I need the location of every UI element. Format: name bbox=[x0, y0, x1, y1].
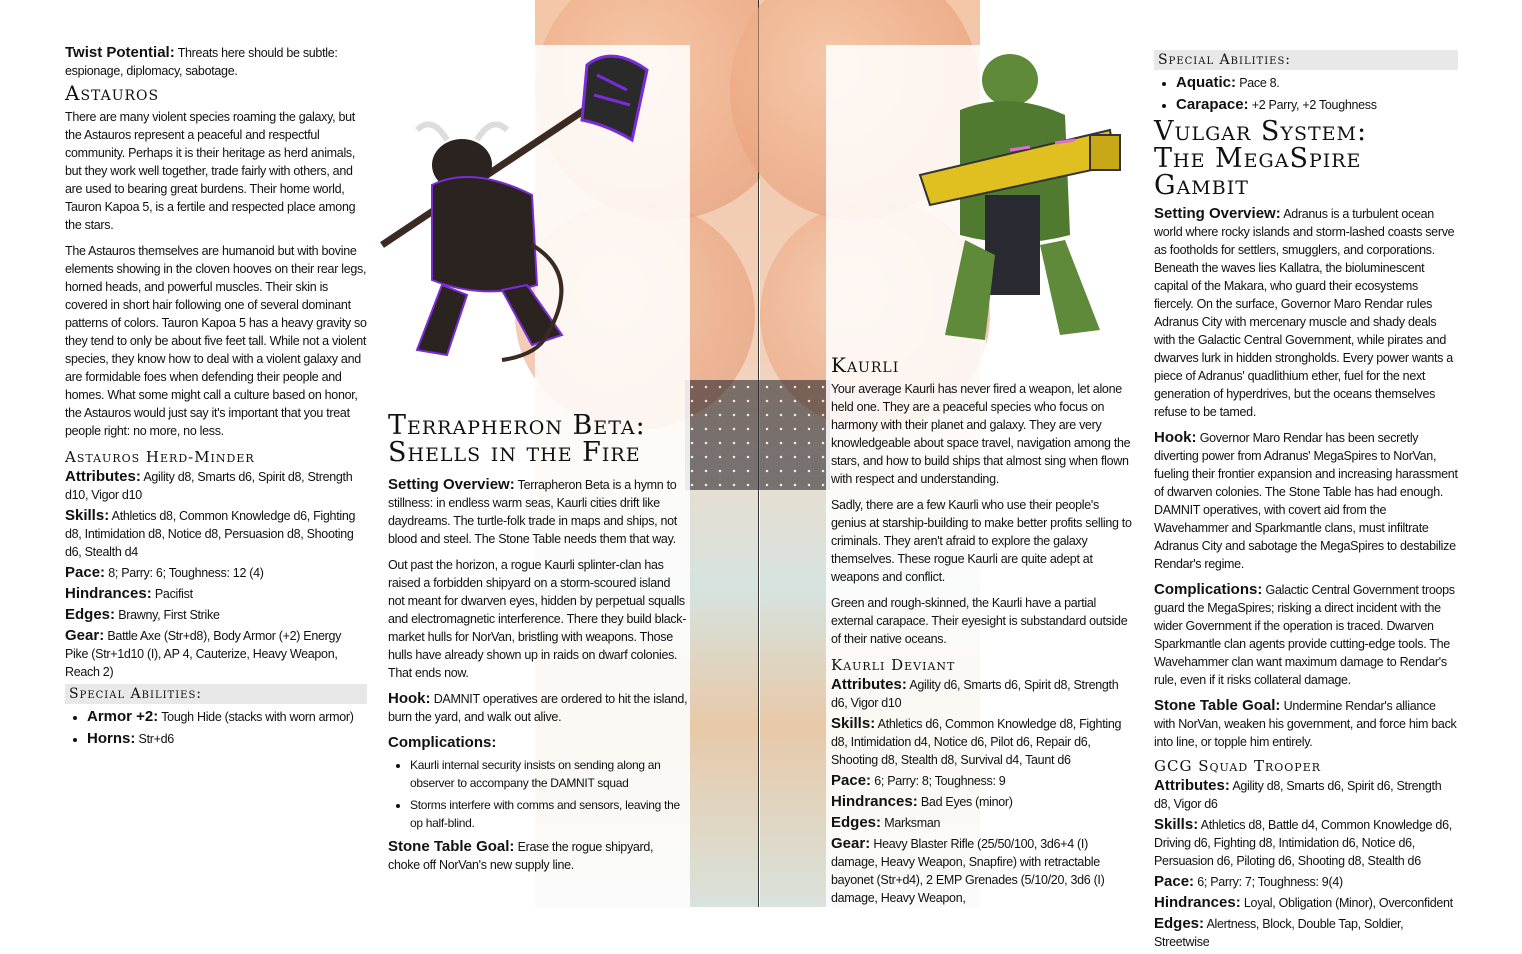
complications-label: Complications: bbox=[1154, 581, 1263, 598]
hindrances-label: Hindrances: bbox=[1154, 894, 1241, 911]
kaurli-heading: Kaurli bbox=[831, 353, 900, 377]
attributes-value: Agility d6, Smarts d6, Spirit d8, Strength d6, Vigor d10 bbox=[831, 678, 1119, 710]
ability-item bbox=[1176, 96, 1458, 114]
kaurli-paragraph: Green and rough-skinned, the Kaurli have a partial external carapace. Their eyesight is substandard outside of their native oceans. bbox=[831, 596, 1128, 646]
stat-hindrances bbox=[65, 585, 367, 603]
kaurli-deviant-heading: Kaurli Deviant bbox=[831, 656, 956, 674]
overview-label: Setting Overview: bbox=[388, 476, 515, 493]
pace-value: 8; Parry: 6; Toughness: 12 (4) bbox=[108, 566, 264, 580]
gear-label: Gear: bbox=[65, 627, 105, 644]
right-page bbox=[760, 0, 1522, 949]
stat-hindrances bbox=[1154, 894, 1458, 912]
overview-label: Setting Overview: bbox=[1154, 205, 1281, 222]
skills-label: Skills: bbox=[831, 715, 876, 732]
hook-label: Hook: bbox=[388, 690, 431, 707]
attributes-label: Attributes: bbox=[65, 468, 141, 485]
astauros-paragraph: There are many violent species roaming the galaxy, but the Astauros represent a peaceful and respectful community. Perhaps it is their heritage as herd animals, but they work well together, trade fairly with others, and are used to bearing great burdens. Their home world, Tauron Kapoa 5, is a fertile and respected place among the stars. bbox=[65, 110, 356, 232]
attributes-label: Attributes: bbox=[831, 676, 907, 693]
complication-item: • Kaurli internal security insists on sending along an observer to accompany the DAMNIT squad bbox=[410, 756, 688, 792]
twist-label: Twist Potential: bbox=[65, 44, 175, 61]
stat-edges bbox=[831, 814, 1133, 832]
overview-text: Adranus is a turbulent ocean world where rocky islands and storm-lashed coasts serve as footholds for settlers, smugglers, and corporations. Beneath the waves lies Kallatra, the bioluminescent capital of the Makara, who guard their ecosystems fiercely. On the surface, Governor Maro Rendar rules Adranus City with mercenary muscle and shady deals with the Galactic Central Government, while pirates and dwarves lurk in hidden strongholds. Every power wants a piece of Adranus' quadlithium ether, fuel for the next generation of hyperdrives, but the oceans themselves refuse to be tamed. bbox=[1154, 207, 1455, 419]
gear-value: Battle Axe (Str+d8), Body Armor (+2) Energy Pike (Str+1d10 (I), AP 4, Cauterize, Heavy Weapon, Reach 2) bbox=[65, 629, 342, 679]
hindrances-value: Pacifist bbox=[154, 587, 193, 601]
twist-potential bbox=[65, 44, 367, 80]
astauros-heading: Astauros bbox=[65, 81, 160, 105]
hindrances-value: Bad Eyes (minor) bbox=[920, 795, 1013, 809]
skills-value: Athletics d8, Common Knowledge d6, Fighting d8, Intimidation d8, Notice d8, Persuasion d8, Shooting d6, Stealth d4 bbox=[65, 509, 356, 559]
astauros-paragraph: The Astauros themselves are humanoid but with bovine elements showing in the cloven hooves on their rear legs, horned heads, and powerful muscles. Their skin is covered in short hair following one of several dominant patterns of colors. Tauron Kapoa 5 has a heavy gravity so they tend to only be about five feet tall. While not a violent species, they know how to deal with a violent galaxy and are formidable foes when defending their people and homes. What some might call a culture based on honor, the Astauros would just say it's important that you treat people right: no more, no less. bbox=[65, 244, 367, 438]
stat-skills bbox=[65, 507, 367, 561]
herd-minder-heading: Astauros Herd-Minder bbox=[65, 448, 255, 466]
edges-value: Marksman bbox=[884, 816, 941, 830]
gcg-trooper-heading: GCG Squad Trooper bbox=[1154, 757, 1322, 775]
hindrances-value: Loyal, Obligation (Minor), Overconfident bbox=[1243, 896, 1453, 910]
ability-item bbox=[1176, 74, 1458, 92]
stat-edges bbox=[1154, 915, 1458, 951]
goal-text: Erase the rogue shipyard, choke off NorVan's new supply line. bbox=[388, 840, 654, 872]
edges-value: Brawny, First Strike bbox=[118, 608, 220, 622]
goal-text: Undermine Rendar's alliance with NorVan, weaken his government, and force him back into line, or topple him entirely. bbox=[1154, 699, 1457, 749]
overview-text: Terrapheron Beta is a hymn to stillness: in endless warm seas, Kaurli cities drift like daydreams. The turtle-folk trade in maps and ships, not blood and steel. The Stone Table needs them that way. bbox=[388, 478, 677, 546]
left-page bbox=[0, 0, 759, 907]
hindrances-label: Hindrances: bbox=[831, 793, 918, 810]
starfield-art bbox=[685, 380, 765, 490]
ability-text: Str+d6 bbox=[138, 732, 174, 746]
stat-hindrances bbox=[831, 793, 1133, 811]
ability-name: Carapace: bbox=[1176, 96, 1249, 113]
ability-item bbox=[87, 730, 367, 748]
gear-label: Gear: bbox=[831, 835, 871, 852]
kaurli-column bbox=[831, 352, 1133, 910]
goal-label: Stone Table Goal: bbox=[1154, 697, 1281, 714]
stat-skills bbox=[1154, 816, 1458, 870]
terrapheron-paragraph: Out past the horizon, a rogue Kaurli splinter-clan has raised a forbidden shipyard on a storm-scoured island not meant for dwarven eyes, hidden by perpetual squalls and electromagnetic interference. There they build black-market hulls for NorVan, bristling with weapons. Those hulls have already shown up in raids on dwarf colonies. That ends now. bbox=[388, 558, 687, 680]
terrapheron-title: Terrapheron Beta: bbox=[388, 410, 646, 441]
stat-edges bbox=[65, 606, 367, 624]
complication-item: • Storms interfere with comms and sensors, leaving the op half-blind. bbox=[410, 796, 688, 832]
abilities-list bbox=[1154, 74, 1458, 114]
pace-label: Pace: bbox=[1154, 873, 1195, 890]
hook-text: Governor Maro Rendar has been secretly diverting power from Adranus' MegaSpires to NorVan, fueling their frontier expansion and increasing harassment of dwarven colonies. The Stone Table has had enough. DAMNIT operatives, with covert aid from the Wavehammer and Sparkmantle clans, must infiltrate Adranus City and sabotage the MegaSpires to destabilize Rendar's regime. bbox=[1154, 431, 1458, 571]
skills-value: Athletics d6, Common Knowledge d8, Fighting d8, Intimidation d4, Notice d6, Pilot d6, Repair d6, Shooting d8, Stealth d8, Survival d4, Taunt d6 bbox=[831, 717, 1122, 767]
stat-attributes bbox=[65, 468, 367, 504]
ability-name: Aquatic: bbox=[1176, 74, 1236, 91]
pace-value: 6; Parry: 8; Toughness: 9 bbox=[874, 774, 1006, 788]
complications-label: Complications: bbox=[388, 734, 497, 751]
ability-text: Tough Hide (stacks with worn armor) bbox=[161, 710, 354, 724]
gear-value: Heavy Blaster Rifle (25/50/100, 3d6+4 (I) damage, Heavy Weapon, Snapfire) with retractable bayonet (Str+d4), 2 EMP Grenades (5/10/20, 3d6 (I) damage, Heavy Weapon, bbox=[831, 837, 1105, 905]
kaurli-paragraph: Sadly, there are a few Kaurli who use their people's genius at starship-building to make better profits selling to criminals. They aren't afraid to explore the galaxy themselves. These rogue Kaurli are quite adept at weapons and conflict. bbox=[831, 498, 1132, 584]
attributes-label: Attributes: bbox=[1154, 777, 1230, 794]
special-abilities-heading: Special Abilities: bbox=[1154, 50, 1458, 70]
vulgar-column bbox=[1154, 50, 1458, 954]
complications-list bbox=[388, 756, 688, 832]
starfield-art bbox=[760, 380, 830, 490]
terrapheron-column bbox=[388, 412, 688, 882]
pace-value: 6; Parry: 7; Toughness: 9(4) bbox=[1197, 875, 1343, 889]
twist-text: Threats here should be subtle: espionage, diplomacy, sabotage. bbox=[65, 46, 338, 78]
attributes-value: Agility d8, Smarts d6, Spirit d8, Strength d10, Vigor d10 bbox=[65, 470, 353, 502]
goal-label: Stone Table Goal: bbox=[388, 838, 515, 855]
astauros-column bbox=[65, 44, 367, 752]
pace-label: Pace: bbox=[65, 564, 106, 581]
abilities-list bbox=[65, 708, 367, 748]
hindrances-label: Hindrances: bbox=[65, 585, 152, 602]
complications-text: Galactic Central Government troops guard the MegaSpires; risking a direct incident with the wider Government if the operation is traced. Dwarven Sparkmantle clan agents provide cutting-edge tools. The Wavehammer clan want maximum damage to Rendar's rule, even if it risks collateral damage. bbox=[1154, 583, 1455, 687]
ability-name: Armor +2: bbox=[87, 708, 159, 725]
ability-item bbox=[87, 708, 367, 726]
special-abilities-heading: Special Abilities: bbox=[65, 684, 367, 704]
edges-value: Alertness, Block, Double Tap, Soldier, Streetwise bbox=[1154, 917, 1404, 949]
skills-label: Skills: bbox=[1154, 816, 1199, 833]
skills-label: Skills: bbox=[65, 507, 110, 524]
hook-text: DAMNIT operatives are ordered to hit the island, burn the yard, and walk out alive. bbox=[388, 692, 688, 724]
vulgar-title: Gambit bbox=[1154, 170, 1249, 201]
ability-text: Pace 8. bbox=[1239, 76, 1280, 90]
stat-pace bbox=[65, 564, 367, 582]
vulgar-title: The MegaSpire bbox=[1154, 143, 1362, 174]
ability-name: Horns: bbox=[87, 730, 136, 747]
stat-attributes bbox=[831, 676, 1133, 712]
kaurli-illustration bbox=[890, 45, 1140, 355]
stat-pace bbox=[831, 772, 1133, 790]
stat-skills bbox=[831, 715, 1133, 769]
stat-pace bbox=[1154, 873, 1458, 891]
stat-attributes bbox=[1154, 777, 1458, 813]
edges-label: Edges: bbox=[1154, 915, 1205, 932]
kaurli-paragraph: Your average Kaurli has never fired a weapon, let alone held one. They are a peaceful species who focus on harmony with their planet and galaxy. They are very knowledgeable about space travel, navigation among the stars, and how to build ships that almost sing when flown with respect and understanding. bbox=[831, 382, 1131, 486]
attributes-value: Agility d8, Smarts d6, Spirit d6, Strength d8, Vigor d6 bbox=[1154, 779, 1442, 811]
edges-label: Edges: bbox=[831, 814, 882, 831]
vulgar-title: Vulgar System: bbox=[1154, 116, 1368, 147]
stat-gear bbox=[831, 835, 1133, 907]
ability-text: +2 Parry, +2 Toughness bbox=[1251, 98, 1377, 112]
skills-value: Athletics d8, Battle d4, Common Knowledge d6, Driving d6, Fighting d8, Intimidation d6, Notice d6, Persuasion d6, Piloting d6, Shooting d8, Stealth d6 bbox=[1154, 818, 1452, 868]
astauros-illustration bbox=[372, 45, 672, 385]
pace-label: Pace: bbox=[831, 772, 872, 789]
edges-label: Edges: bbox=[65, 606, 116, 623]
terrapheron-subtitle: Shells in the Fire bbox=[388, 437, 641, 468]
stat-gear bbox=[65, 627, 367, 681]
hook-label: Hook: bbox=[1154, 429, 1197, 446]
